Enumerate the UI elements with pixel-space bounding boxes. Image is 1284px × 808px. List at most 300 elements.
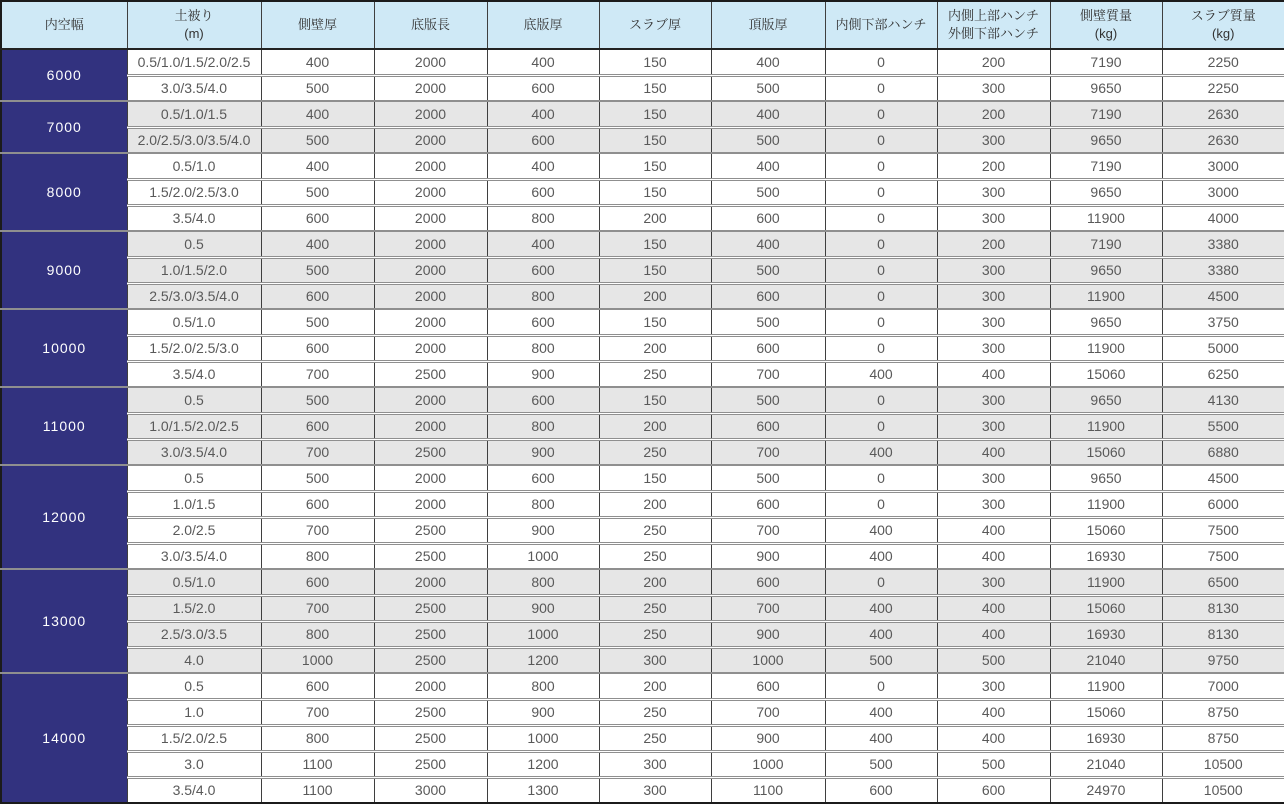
value-cell-top-slab-thick: 400 [711,49,825,75]
column-header-slab-mass: スラブ質量 (kg) [1162,1,1284,49]
header-row [1,1,1284,49]
value-cell-top-slab-thick: 400 [711,153,825,179]
value-cell-top-slab-thick: 600 [711,569,825,595]
value-cell-slab-mass: 3380 [1162,257,1284,283]
value-cell-bottom-slab-length: 2500 [374,699,487,725]
inner-width-cell: 10000 [1,309,127,387]
value-cell-side-wall-mass: 24970 [1050,777,1162,803]
value-cell-slab-mass: 7000 [1162,673,1284,699]
value-cell-slab-mass: 6500 [1162,569,1284,595]
value-cell-inner-lower-haunch: 0 [825,75,937,101]
value-cell-inner-upper-outer-lower-haunch: 300 [937,569,1050,595]
value-cell-inner-lower-haunch: 0 [825,127,937,153]
value-cell-side-wall-thick: 600 [261,205,374,231]
value-cell-bottom-slab-thick: 1000 [487,725,599,751]
table-row [1,699,1284,725]
value-cell-slab-thick: 300 [599,777,711,803]
value-cell-slab-thick: 250 [599,439,711,465]
value-cell-bottom-slab-thick: 400 [487,153,599,179]
value-cell-slab-thick: 150 [599,153,711,179]
value-cell-side-wall-thick: 700 [261,517,374,543]
value-cell-inner-upper-outer-lower-haunch: 400 [937,699,1050,725]
value-cell-side-wall-thick: 1000 [261,647,374,673]
column-header-inner-lower-haunch: 内側下部ハンチ [825,1,937,49]
value-cell-slab-thick: 200 [599,491,711,517]
value-cell-top-slab-thick: 700 [711,361,825,387]
table-row [1,725,1284,751]
value-cell-inner-upper-outer-lower-haunch: 300 [937,413,1050,439]
table-row [1,621,1284,647]
inner-width-cell: 9000 [1,231,127,309]
value-cell-bottom-slab-length: 2500 [374,647,487,673]
column-header-bottom-slab-length: 底版長 [374,1,487,49]
soil-cover-cell: 1.0 [127,699,261,725]
soil-cover-cell: 1.5/2.0/2.5 [127,725,261,751]
value-cell-inner-upper-outer-lower-haunch: 400 [937,621,1050,647]
table-row [1,387,1284,413]
value-cell-bottom-slab-thick: 800 [487,335,599,361]
value-cell-top-slab-thick: 500 [711,75,825,101]
soil-cover-cell: 0.5 [127,387,261,413]
value-cell-top-slab-thick: 1000 [711,751,825,777]
value-cell-side-wall-mass: 15060 [1050,517,1162,543]
value-cell-bottom-slab-length: 2000 [374,179,487,205]
column-header-soil-cover: 土被り (m) [127,1,261,49]
value-cell-slab-thick: 250 [599,361,711,387]
value-cell-inner-lower-haunch: 500 [825,647,937,673]
column-header-side-wall-mass: 側壁質量 (kg) [1050,1,1162,49]
value-cell-top-slab-thick: 500 [711,309,825,335]
value-cell-side-wall-thick: 600 [261,413,374,439]
column-header-side-wall-thick: 側壁厚 [261,1,374,49]
table-row [1,413,1284,439]
value-cell-side-wall-thick: 500 [261,257,374,283]
value-cell-side-wall-thick: 600 [261,335,374,361]
column-header-inner-width: 内空幅 [1,1,127,49]
value-cell-inner-lower-haunch: 400 [825,621,937,647]
value-cell-inner-lower-haunch: 0 [825,309,937,335]
value-cell-side-wall-thick: 700 [261,595,374,621]
value-cell-side-wall-thick: 800 [261,725,374,751]
value-cell-side-wall-mass: 16930 [1050,621,1162,647]
soil-cover-cell: 3.5/4.0 [127,361,261,387]
value-cell-slab-thick: 300 [599,647,711,673]
value-cell-slab-thick: 150 [599,179,711,205]
value-cell-inner-upper-outer-lower-haunch: 300 [937,491,1050,517]
value-cell-slab-thick: 150 [599,49,711,75]
value-cell-inner-upper-outer-lower-haunch: 300 [937,127,1050,153]
soil-cover-cell: 3.0/3.5/4.0 [127,75,261,101]
value-cell-slab-thick: 200 [599,569,711,595]
value-cell-top-slab-thick: 700 [711,595,825,621]
soil-cover-cell: 1.0/1.5 [127,491,261,517]
value-cell-bottom-slab-thick: 1000 [487,543,599,569]
value-cell-bottom-slab-thick: 1300 [487,777,599,803]
value-cell-top-slab-thick: 600 [711,673,825,699]
value-cell-side-wall-thick: 500 [261,465,374,491]
value-cell-inner-upper-outer-lower-haunch: 300 [937,673,1050,699]
value-cell-top-slab-thick: 500 [711,465,825,491]
value-cell-side-wall-thick: 400 [261,231,374,257]
soil-cover-cell: 3.0 [127,751,261,777]
table-row [1,309,1284,335]
value-cell-inner-lower-haunch: 400 [825,699,937,725]
soil-cover-cell: 3.5/4.0 [127,205,261,231]
soil-cover-cell: 1.0/1.5/2.0 [127,257,261,283]
table-row [1,75,1284,101]
value-cell-side-wall-mass: 15060 [1050,595,1162,621]
value-cell-side-wall-mass: 11900 [1050,569,1162,595]
value-cell-side-wall-thick: 500 [261,309,374,335]
value-cell-bottom-slab-length: 2500 [374,517,487,543]
value-cell-side-wall-mass: 15060 [1050,361,1162,387]
value-cell-side-wall-thick: 500 [261,387,374,413]
value-cell-bottom-slab-thick: 900 [487,361,599,387]
table-row [1,777,1284,803]
value-cell-top-slab-thick: 500 [711,257,825,283]
value-cell-side-wall-mass: 7190 [1050,231,1162,257]
soil-cover-cell: 2.0/2.5 [127,517,261,543]
value-cell-inner-upper-outer-lower-haunch: 600 [937,777,1050,803]
value-cell-bottom-slab-length: 2000 [374,153,487,179]
value-cell-inner-lower-haunch: 400 [825,543,937,569]
value-cell-inner-upper-outer-lower-haunch: 400 [937,543,1050,569]
value-cell-bottom-slab-length: 2000 [374,283,487,309]
value-cell-side-wall-thick: 400 [261,101,374,127]
value-cell-inner-lower-haunch: 0 [825,257,937,283]
value-cell-side-wall-mass: 15060 [1050,439,1162,465]
value-cell-inner-upper-outer-lower-haunch: 400 [937,517,1050,543]
inner-width-cell: 7000 [1,101,127,153]
value-cell-top-slab-thick: 400 [711,231,825,257]
value-cell-top-slab-thick: 1000 [711,647,825,673]
value-cell-top-slab-thick: 600 [711,491,825,517]
column-header-inner-upper-outer-lower-haunch: 内側上部ハンチ 外側下部ハンチ [937,1,1050,49]
value-cell-bottom-slab-length: 2000 [374,205,487,231]
value-cell-inner-upper-outer-lower-haunch: 300 [937,387,1050,413]
value-cell-bottom-slab-thick: 1200 [487,647,599,673]
value-cell-top-slab-thick: 700 [711,517,825,543]
soil-cover-cell: 3.5/4.0 [127,777,261,803]
value-cell-inner-upper-outer-lower-haunch: 400 [937,361,1050,387]
table-row [1,465,1284,491]
soil-cover-cell: 1.5/2.0/2.5/3.0 [127,335,261,361]
value-cell-inner-upper-outer-lower-haunch: 500 [937,751,1050,777]
table-header [1,1,1284,49]
soil-cover-cell: 3.0/3.5/4.0 [127,543,261,569]
value-cell-slab-mass: 3000 [1162,179,1284,205]
value-cell-inner-lower-haunch: 400 [825,361,937,387]
soil-cover-cell: 2.0/2.5/3.0/3.5/4.0 [127,127,261,153]
table-row [1,491,1284,517]
table-row [1,361,1284,387]
value-cell-top-slab-thick: 500 [711,387,825,413]
value-cell-slab-mass: 3750 [1162,309,1284,335]
value-cell-bottom-slab-length: 2000 [374,127,487,153]
soil-cover-cell: 0.5 [127,465,261,491]
soil-cover-cell: 4.0 [127,647,261,673]
value-cell-slab-mass: 3000 [1162,153,1284,179]
value-cell-slab-mass: 4500 [1162,283,1284,309]
inner-width-cell: 11000 [1,387,127,465]
value-cell-slab-thick: 150 [599,465,711,491]
value-cell-slab-mass: 2630 [1162,127,1284,153]
value-cell-side-wall-thick: 700 [261,699,374,725]
soil-cover-cell: 0.5/1.0 [127,569,261,595]
value-cell-side-wall-mass: 9650 [1050,75,1162,101]
value-cell-bottom-slab-length: 2000 [374,231,487,257]
value-cell-bottom-slab-thick: 600 [487,127,599,153]
value-cell-side-wall-thick: 1100 [261,777,374,803]
value-cell-inner-lower-haunch: 0 [825,387,937,413]
value-cell-side-wall-mass: 9650 [1050,309,1162,335]
value-cell-side-wall-mass: 11900 [1050,491,1162,517]
value-cell-slab-mass: 4000 [1162,205,1284,231]
table-row [1,205,1284,231]
value-cell-side-wall-thick: 800 [261,543,374,569]
value-cell-inner-lower-haunch: 0 [825,413,937,439]
table-row [1,751,1284,777]
value-cell-bottom-slab-length: 2000 [374,387,487,413]
soil-cover-cell: 0.5/1.0 [127,309,261,335]
value-cell-side-wall-thick: 600 [261,569,374,595]
value-cell-side-wall-thick: 600 [261,673,374,699]
table-row [1,101,1284,127]
inner-width-cell: 14000 [1,673,127,803]
value-cell-bottom-slab-length: 2000 [374,101,487,127]
value-cell-top-slab-thick: 600 [711,283,825,309]
value-cell-side-wall-thick: 600 [261,491,374,517]
value-cell-side-wall-mass: 9650 [1050,465,1162,491]
value-cell-inner-lower-haunch: 0 [825,205,937,231]
table-row [1,517,1284,543]
value-cell-top-slab-thick: 600 [711,335,825,361]
value-cell-bottom-slab-length: 2000 [374,569,487,595]
soil-cover-cell: 0.5/1.0 [127,153,261,179]
value-cell-side-wall-thick: 600 [261,283,374,309]
value-cell-inner-upper-outer-lower-haunch: 300 [937,179,1050,205]
inner-width-cell: 12000 [1,465,127,569]
value-cell-top-slab-thick: 600 [711,413,825,439]
value-cell-slab-thick: 150 [599,101,711,127]
value-cell-inner-lower-haunch: 0 [825,179,937,205]
value-cell-top-slab-thick: 1100 [711,777,825,803]
value-cell-inner-upper-outer-lower-haunch: 400 [937,595,1050,621]
value-cell-inner-lower-haunch: 400 [825,517,937,543]
value-cell-bottom-slab-thick: 900 [487,439,599,465]
value-cell-inner-upper-outer-lower-haunch: 300 [937,465,1050,491]
value-cell-slab-thick: 150 [599,75,711,101]
value-cell-bottom-slab-thick: 600 [487,75,599,101]
value-cell-slab-mass: 8130 [1162,621,1284,647]
table-row [1,335,1284,361]
value-cell-inner-lower-haunch: 600 [825,777,937,803]
value-cell-bottom-slab-length: 2500 [374,439,487,465]
value-cell-slab-mass: 4130 [1162,387,1284,413]
value-cell-slab-mass: 6250 [1162,361,1284,387]
value-cell-side-wall-mass: 9650 [1050,257,1162,283]
value-cell-bottom-slab-thick: 600 [487,465,599,491]
value-cell-slab-thick: 150 [599,257,711,283]
value-cell-top-slab-thick: 700 [711,439,825,465]
value-cell-side-wall-thick: 500 [261,75,374,101]
value-cell-slab-mass: 8130 [1162,595,1284,621]
value-cell-side-wall-mass: 15060 [1050,699,1162,725]
value-cell-slab-mass: 9750 [1162,647,1284,673]
value-cell-inner-lower-haunch: 0 [825,49,937,75]
inner-width-cell: 8000 [1,153,127,231]
value-cell-slab-mass: 2630 [1162,101,1284,127]
value-cell-inner-upper-outer-lower-haunch: 200 [937,101,1050,127]
value-cell-slab-mass: 6000 [1162,491,1284,517]
value-cell-side-wall-mass: 16930 [1050,725,1162,751]
value-cell-side-wall-mass: 21040 [1050,647,1162,673]
value-cell-inner-upper-outer-lower-haunch: 400 [937,725,1050,751]
soil-cover-cell: 1.5/2.0 [127,595,261,621]
value-cell-bottom-slab-length: 2000 [374,491,487,517]
value-cell-slab-mass: 10500 [1162,777,1284,803]
value-cell-top-slab-thick: 900 [711,725,825,751]
value-cell-slab-mass: 10500 [1162,751,1284,777]
value-cell-bottom-slab-thick: 600 [487,309,599,335]
value-cell-bottom-slab-length: 2500 [374,621,487,647]
value-cell-side-wall-mass: 9650 [1050,179,1162,205]
value-cell-bottom-slab-length: 2500 [374,751,487,777]
table-row [1,439,1284,465]
soil-cover-cell: 1.0/1.5/2.0/2.5 [127,413,261,439]
value-cell-side-wall-mass: 21040 [1050,751,1162,777]
value-cell-bottom-slab-thick: 800 [487,413,599,439]
value-cell-inner-lower-haunch: 500 [825,751,937,777]
value-cell-slab-thick: 200 [599,283,711,309]
value-cell-inner-lower-haunch: 0 [825,153,937,179]
value-cell-side-wall-mass: 11900 [1050,673,1162,699]
value-cell-bottom-slab-length: 2500 [374,595,487,621]
table-row [1,647,1284,673]
value-cell-top-slab-thick: 900 [711,543,825,569]
table-row [1,179,1284,205]
value-cell-side-wall-mass: 11900 [1050,335,1162,361]
soil-cover-cell: 0.5/1.0/1.5/2.0/2.5 [127,49,261,75]
value-cell-side-wall-thick: 1100 [261,751,374,777]
value-cell-bottom-slab-length: 2000 [374,465,487,491]
value-cell-inner-upper-outer-lower-haunch: 300 [937,205,1050,231]
table-row [1,127,1284,153]
value-cell-slab-mass: 7500 [1162,543,1284,569]
value-cell-slab-mass: 2250 [1162,75,1284,101]
table-row [1,283,1284,309]
value-cell-side-wall-thick: 700 [261,439,374,465]
table-row [1,49,1284,75]
value-cell-side-wall-thick: 400 [261,153,374,179]
value-cell-bottom-slab-thick: 900 [487,517,599,543]
value-cell-side-wall-thick: 400 [261,49,374,75]
value-cell-slab-thick: 200 [599,335,711,361]
value-cell-inner-upper-outer-lower-haunch: 200 [937,49,1050,75]
value-cell-inner-upper-outer-lower-haunch: 200 [937,231,1050,257]
value-cell-slab-thick: 150 [599,387,711,413]
value-cell-bottom-slab-thick: 400 [487,231,599,257]
soil-cover-cell: 0.5 [127,673,261,699]
value-cell-side-wall-mass: 7190 [1050,49,1162,75]
value-cell-bottom-slab-length: 2000 [374,413,487,439]
value-cell-inner-upper-outer-lower-haunch: 500 [937,647,1050,673]
value-cell-bottom-slab-thick: 900 [487,699,599,725]
value-cell-slab-mass: 3380 [1162,231,1284,257]
table-row [1,257,1284,283]
value-cell-bottom-slab-thick: 800 [487,283,599,309]
value-cell-bottom-slab-thick: 600 [487,179,599,205]
value-cell-side-wall-mass: 7190 [1050,101,1162,127]
value-cell-inner-upper-outer-lower-haunch: 400 [937,439,1050,465]
value-cell-bottom-slab-thick: 900 [487,595,599,621]
value-cell-slab-mass: 8750 [1162,725,1284,751]
value-cell-side-wall-thick: 700 [261,361,374,387]
soil-cover-cell: 0.5/1.0/1.5 [127,101,261,127]
soil-cover-cell: 2.5/3.0/3.5/4.0 [127,283,261,309]
soil-cover-cell: 1.5/2.0/2.5/3.0 [127,179,261,205]
value-cell-inner-lower-haunch: 0 [825,335,937,361]
value-cell-bottom-slab-thick: 400 [487,49,599,75]
column-header-top-slab-thick: 頂版厚 [711,1,825,49]
value-cell-bottom-slab-thick: 800 [487,491,599,517]
value-cell-bottom-slab-thick: 800 [487,569,599,595]
value-cell-bottom-slab-length: 2000 [374,309,487,335]
value-cell-bottom-slab-thick: 400 [487,101,599,127]
value-cell-bottom-slab-length: 2500 [374,725,487,751]
value-cell-bottom-slab-thick: 800 [487,205,599,231]
value-cell-bottom-slab-length: 2000 [374,673,487,699]
value-cell-slab-thick: 250 [599,595,711,621]
table-row [1,569,1284,595]
soil-cover-cell: 2.5/3.0/3.5 [127,621,261,647]
value-cell-side-wall-mass: 9650 [1050,387,1162,413]
value-cell-inner-lower-haunch: 400 [825,725,937,751]
value-cell-side-wall-thick: 800 [261,621,374,647]
value-cell-inner-lower-haunch: 0 [825,101,937,127]
table-row [1,673,1284,699]
value-cell-inner-upper-outer-lower-haunch: 300 [937,335,1050,361]
value-cell-inner-lower-haunch: 400 [825,439,937,465]
table-row [1,543,1284,569]
value-cell-slab-thick: 250 [599,725,711,751]
value-cell-top-slab-thick: 500 [711,179,825,205]
value-cell-slab-thick: 150 [599,231,711,257]
table-row [1,595,1284,621]
value-cell-bottom-slab-length: 2000 [374,257,487,283]
table-row [1,153,1284,179]
value-cell-slab-thick: 300 [599,751,711,777]
table-body [1,49,1284,803]
value-cell-slab-thick: 200 [599,205,711,231]
value-cell-slab-mass: 4500 [1162,465,1284,491]
value-cell-slab-thick: 250 [599,621,711,647]
value-cell-bottom-slab-thick: 1000 [487,621,599,647]
column-header-slab-thick: スラブ厚 [599,1,711,49]
value-cell-side-wall-mass: 11900 [1050,205,1162,231]
value-cell-slab-thick: 250 [599,699,711,725]
value-cell-inner-upper-outer-lower-haunch: 300 [937,75,1050,101]
value-cell-bottom-slab-thick: 600 [487,387,599,413]
value-cell-inner-lower-haunch: 0 [825,231,937,257]
value-cell-side-wall-thick: 500 [261,179,374,205]
value-cell-bottom-slab-length: 2000 [374,49,487,75]
value-cell-inner-lower-haunch: 0 [825,283,937,309]
value-cell-slab-mass: 7500 [1162,517,1284,543]
value-cell-inner-lower-haunch: 0 [825,465,937,491]
value-cell-inner-lower-haunch: 0 [825,673,937,699]
value-cell-slab-thick: 150 [599,309,711,335]
